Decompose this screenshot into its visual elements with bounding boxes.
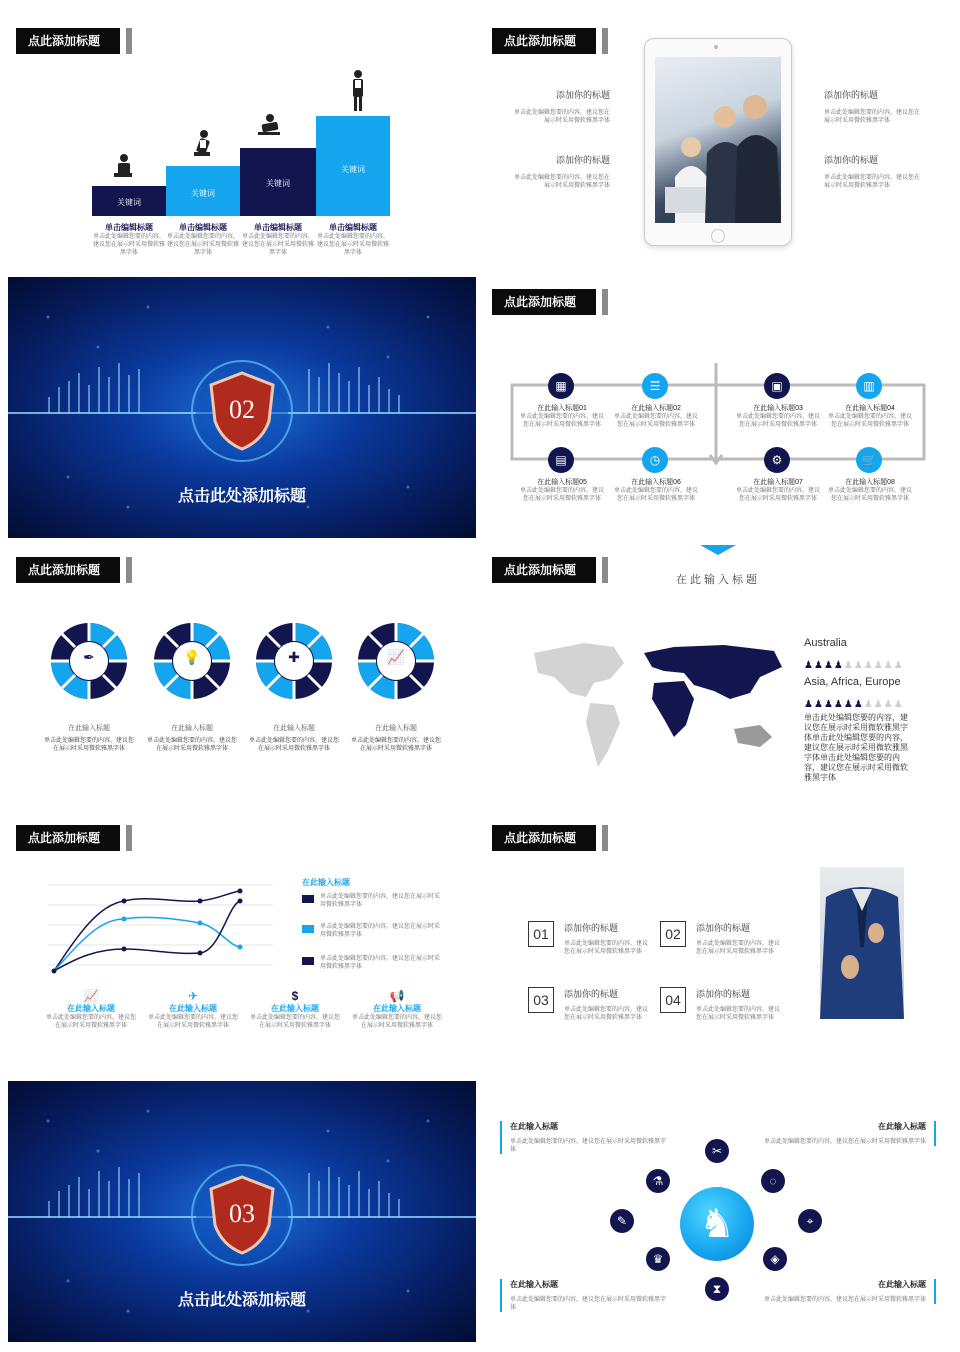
item-title: 在此输入标题 [171, 725, 213, 732]
item-desc: 单击此处编辑您要的内容，建议您在展示时采用微软雅黑字体 [564, 941, 649, 955]
item-desc: 单击此处编辑您要的内容，建议您在展示时采用微软雅黑字体 [613, 414, 698, 428]
process-item-7 [734, 447, 822, 503]
section-number: 02 [229, 395, 255, 424]
process-item-8 [826, 447, 914, 503]
item-title: 在此输入标题 [375, 725, 417, 732]
item-title: 添加你的标题 [824, 155, 879, 165]
process-item-3 [734, 373, 822, 429]
item-title: 在此输入标题02 [631, 405, 681, 412]
step-desc: 单击此处编辑您要的内容，建议您在展示时采用微软雅黑字体 [316, 234, 389, 256]
item-desc: 单击此处编辑您要的内容，建议您在展示时采用微软雅黑字体 [696, 941, 781, 955]
item-desc: 单击此处编辑您要的内容，建议您在展示时采用微软雅黑字体 [249, 738, 340, 752]
legend-title: 在此输入标题 [302, 878, 350, 887]
layers-icon: ◈ [763, 1247, 787, 1271]
ring-caption-1 [44, 723, 134, 753]
trophy-icon: ♛ [646, 1247, 670, 1271]
slide-header: 点此添加标题 [492, 557, 596, 583]
book-icon: ▤ [548, 447, 574, 473]
ring-caption-2 [147, 723, 237, 753]
item-desc: 单击此处编辑您要的内容，建议您在展示时采用微软雅黑字体 [148, 1015, 239, 1029]
person-icon-empty: ♟ [883, 699, 893, 710]
legend-desc: 单击此处编辑您要的内容，建议您在展示时采用微软雅黑字体 [320, 956, 441, 970]
numbered-item-2 [660, 921, 780, 956]
person-icon-empty: ♟ [873, 660, 883, 671]
item-title: 在此输入标题 [68, 725, 110, 732]
item-desc: 单击此处编辑您要的内容，建议您在展示时采用微软雅黑字体 [46, 1015, 137, 1029]
item-desc: 单击此处编辑您要的内容，建议您在展示时采用微软雅黑字体 [735, 414, 820, 428]
legend-item-3 [302, 955, 442, 971]
step-caption-2 [166, 222, 240, 257]
person-icon-filled: ♟ [823, 699, 833, 710]
item-title: 在此输入标题07 [753, 479, 803, 486]
slide-5-rings [8, 545, 476, 785]
person-icon-filled: ♟ [823, 660, 833, 671]
ring-caption-4 [351, 723, 441, 753]
map-subtitle: 在此输入标题 [676, 574, 760, 586]
cart-icon: 🛒 [856, 447, 882, 473]
item-title: 添加你的标题 [564, 989, 619, 999]
item-number: 02 [660, 921, 686, 947]
person-icon-empty: ♟ [873, 699, 883, 710]
slide-header: 点此添加标题 [492, 825, 596, 851]
region-australia-label: Australia [804, 637, 847, 649]
item-desc: 单击此处编辑您要的内容，建议您在展示时采用微软雅黑字体 [824, 110, 921, 124]
businessman-suit-photo [820, 867, 904, 1019]
person-icon-empty: ♟ [843, 660, 853, 671]
bulb-icon: ◌ [761, 1169, 785, 1193]
item-title: 添加你的标题 [696, 989, 751, 999]
item-desc: 单击此处编辑您要的内容，建议您在展示时采用微软雅黑字体 [352, 1015, 443, 1029]
slide-header: 点此添加标题 [16, 825, 120, 851]
bulb-icon: 💡 [183, 649, 201, 665]
item-desc: 单击此处编辑您要的内容，建议您在展示时采用微软雅黑字体 [827, 488, 912, 502]
calendar-icon: ▦ [548, 373, 574, 399]
person-icon-filled: ♟ [833, 660, 843, 671]
slide-1-steps [8, 8, 476, 270]
corner-item-top-right [764, 1121, 936, 1146]
legend-marker [302, 895, 314, 903]
legend-desc: 单击此处编辑您要的内容，建议您在展示时采用微软雅黑字体 [320, 894, 441, 908]
item-number: 01 [528, 921, 554, 947]
tablet-item-2 [514, 153, 610, 190]
item-desc: 单击此处编辑您要的内容，建议您在展示时采用微软雅黑字体 [510, 1297, 667, 1311]
step-box-label: 关键词 [117, 198, 141, 207]
slide-4-process [484, 277, 952, 538]
item-desc: 单击此处编辑您要的内容，建议您在展示时采用微软雅黑字体 [827, 414, 912, 428]
corner-item-bottom-right [764, 1279, 936, 1304]
step-box-label: 关键词 [191, 189, 215, 198]
briefcase-icon: ▣ [764, 373, 790, 399]
item-desc: 单击此处编辑您要的内容，建议您在展示时采用微软雅黑字体 [696, 1007, 781, 1021]
person-icon-empty: ♟ [893, 660, 903, 671]
person-icon-empty: ♟ [863, 699, 873, 710]
item-desc: 单击此处编辑您要的内容，建议您在展示时采用微软雅黑字体 [519, 488, 604, 502]
tablet-frame [644, 38, 792, 246]
chess-knight-icon: ♞ [680, 1187, 754, 1261]
item-desc: 单击此处编辑您要的内容，建议您在展示时采用微软雅黑字体 [351, 738, 442, 752]
megaphone-icon: 📢 [389, 989, 405, 1003]
australia-people-rating [804, 655, 904, 673]
numbered-item-1 [528, 921, 648, 956]
tablet-item-1 [514, 88, 610, 125]
item-title: 在此输入标题01 [537, 405, 587, 412]
person-icon-filled: ♟ [853, 699, 863, 710]
item-desc: 单击此处编辑您要的内容，建议您在展示时采用微软雅黑字体 [564, 1007, 649, 1021]
item-title: 添加你的标题 [555, 155, 610, 165]
gear-icon: ⚙ [764, 447, 790, 473]
person-icon-filled: ♟ [813, 660, 823, 671]
item-title: 在此输入标题 [273, 725, 315, 732]
item-title: 在此输入标题 [878, 1280, 926, 1289]
item-title: 在此输入标题 [169, 1004, 217, 1013]
process-item-1 [518, 373, 606, 429]
item-title: 添加你的标题 [555, 90, 610, 100]
tablet-item-3 [824, 88, 924, 125]
slide-2-tablet [484, 8, 952, 270]
dollar-icon: $ [291, 989, 299, 1003]
legend-marker [302, 925, 314, 933]
trash-icon: ▥ [856, 373, 882, 399]
item-desc: 单击此处编辑您要的内容，建议您在展示时采用微软雅黑字体 [519, 414, 604, 428]
telescope-icon: ⌖ [798, 1209, 822, 1233]
item-desc: 单击此处编辑您要的内容，建议您在展示时采用微软雅黑字体 [735, 488, 820, 502]
asia-people-rating [804, 694, 904, 712]
slide-header: 点此添加标题 [16, 557, 120, 583]
slide-10-radial [484, 1081, 952, 1342]
person-icon-filled: ♟ [813, 699, 823, 710]
numbered-item-3 [528, 987, 648, 1022]
person-icon-filled: ♟ [843, 699, 853, 710]
legend-desc: 单击此处编辑您要的内容，建议您在展示时采用微软雅黑字体 [320, 924, 441, 938]
step-box-label: 关键词 [341, 165, 365, 174]
step-title: 单击编辑标题 [254, 223, 302, 232]
legend-item-1 [302, 893, 442, 909]
item-title: 在此输入标题03 [753, 405, 803, 412]
person-icon-empty: ♟ [883, 660, 893, 671]
step-desc: 单击此处编辑您要的内容，建议您在展示时采用微软雅黑字体 [92, 234, 165, 256]
person-icon-empty: ♟ [893, 699, 903, 710]
item-title: 在此输入标题08 [845, 479, 895, 486]
slide-9-section [8, 1081, 476, 1342]
item-title: 在此输入标题 [878, 1122, 926, 1131]
section-title: 点击此处添加标题 [177, 488, 306, 505]
item-title: 在此输入标题 [510, 1280, 558, 1289]
line-chart-icon: 📈 [83, 989, 99, 1003]
step-caption-4 [316, 222, 390, 257]
slide-6-world-map [484, 545, 952, 795]
item-desc: 单击此处编辑您要的内容，建议您在展示时采用微软雅黑字体 [613, 488, 698, 502]
hourglass-icon: ⧗ [705, 1277, 729, 1301]
step-box-1 [92, 186, 166, 216]
businessman-figures-image [108, 66, 388, 188]
process-item-2 [612, 373, 700, 429]
item-desc: 单击此处编辑您要的内容，建议您在展示时采用微软雅黑字体 [764, 1139, 927, 1145]
step-box-label: 关键词 [266, 179, 290, 188]
world-map-image [524, 633, 794, 773]
region-asia-africa-europe-label: Asia, Africa, Europe [804, 676, 901, 688]
list-icon: ☰ [642, 373, 668, 399]
step-desc: 单击此处编辑您要的内容，建议您在展示时采用微软雅黑字体 [241, 234, 314, 256]
flask-icon: ⚗ [646, 1169, 670, 1193]
item-title: 在此输入标题04 [845, 405, 895, 412]
process-item-6 [612, 447, 700, 503]
corner-item-bottom-left [500, 1279, 670, 1312]
item-title: 在此输入标题06 [631, 479, 681, 486]
step-title: 单击编辑标题 [329, 223, 377, 232]
clock-icon: ◷ [642, 447, 668, 473]
step-title: 单击编辑标题 [105, 223, 153, 232]
map-desc: 单击此处编辑您要的内容，建议您在展示时采用微软雅黑字体单击此处编辑您要的内容，建议您在展示时采用微软雅黑字体单击此处编辑您要的内容，建议您在展示时采用微软雅黑字体 [804, 713, 908, 782]
step-desc: 单击此处编辑您要的内容，建议您在展示时采用微软雅黑字体 [166, 234, 239, 256]
slide-3-section [8, 277, 476, 538]
tablet-item-4 [824, 153, 924, 190]
puzzle-icon: ✚ [288, 649, 300, 665]
section-number: 03 [229, 1199, 255, 1228]
slide-header: 点此添加标题 [16, 28, 120, 54]
item-title: 在此输入标题 [373, 1004, 421, 1013]
business-team-photo [655, 57, 781, 223]
process-item-4 [826, 373, 914, 429]
line-chart [38, 875, 278, 985]
person-icon-empty: ♟ [853, 660, 863, 671]
chart-feature-1 [46, 989, 136, 1030]
item-desc: 单击此处编辑您要的内容，建议您在展示时采用微软雅黑字体 [764, 1297, 927, 1303]
item-desc: 单击此处编辑您要的内容，建议您在展示时采用微软雅黑字体 [824, 175, 921, 189]
chart-feature-3 [250, 989, 340, 1030]
chart-feature-2 [148, 989, 238, 1030]
legend-item-2 [302, 923, 442, 939]
item-title: 在此输入标题 [510, 1122, 558, 1131]
ring-caption-3 [249, 723, 339, 753]
slide-8-numbered [484, 813, 952, 1053]
slide-header: 点此添加标题 [492, 28, 596, 54]
down-triangle-icon [700, 545, 736, 555]
process-item-5 [518, 447, 606, 503]
pencil-ruler-icon: ✎ [610, 1209, 634, 1233]
person-icon-empty: ♟ [863, 660, 873, 671]
numbered-item-4 [660, 987, 780, 1022]
step-title: 单击编辑标题 [179, 223, 227, 232]
slide-7-line-chart [8, 813, 476, 1053]
item-title: 添加你的标题 [564, 923, 619, 933]
item-title: 在此输入标题 [271, 1004, 319, 1013]
section-title: 点击此处添加标题 [177, 1292, 306, 1309]
item-number: 03 [528, 987, 554, 1013]
step-caption-1 [92, 222, 166, 257]
plane-icon: ✈ [187, 989, 199, 1003]
person-icon-filled: ♟ [804, 699, 813, 710]
step-caption-3 [240, 222, 316, 257]
corner-item-top-left [500, 1121, 670, 1154]
slide-header: 点此添加标题 [492, 289, 596, 315]
person-icon-filled: ♟ [833, 699, 843, 710]
item-desc: 单击此处编辑您要的内容，建议您在展示时采用微软雅黑字体 [44, 738, 135, 752]
growth-chart-icon: 📈 [387, 649, 405, 665]
item-desc: 单击此处编辑您要的内容，建议您在展示时采用微软雅黑字体 [514, 175, 611, 189]
item-desc: 单击此处编辑您要的内容，建议您在展示时采用微软雅黑字体 [250, 1015, 341, 1029]
item-title: 添加你的标题 [696, 923, 751, 933]
item-desc: 单击此处编辑您要的内容，建议您在展示时采用微软雅黑字体 [510, 1139, 667, 1153]
legend-marker [302, 957, 314, 965]
item-title: 在此输入标题 [67, 1004, 115, 1013]
item-title: 添加你的标题 [824, 90, 879, 100]
chart-feature-4 [352, 989, 442, 1030]
item-title: 在此输入标题05 [537, 479, 587, 486]
item-number: 04 [660, 987, 686, 1013]
person-icon-filled: ♟ [804, 660, 813, 671]
pen-icon: ✒ [83, 649, 95, 665]
item-desc: 单击此处编辑您要的内容，建议您在展示时采用微软雅黑字体 [147, 738, 238, 752]
item-desc: 单击此处编辑您要的内容，建议您在展示时采用微软雅黑字体 [514, 110, 611, 124]
tools-icon: ✂ [705, 1139, 729, 1163]
